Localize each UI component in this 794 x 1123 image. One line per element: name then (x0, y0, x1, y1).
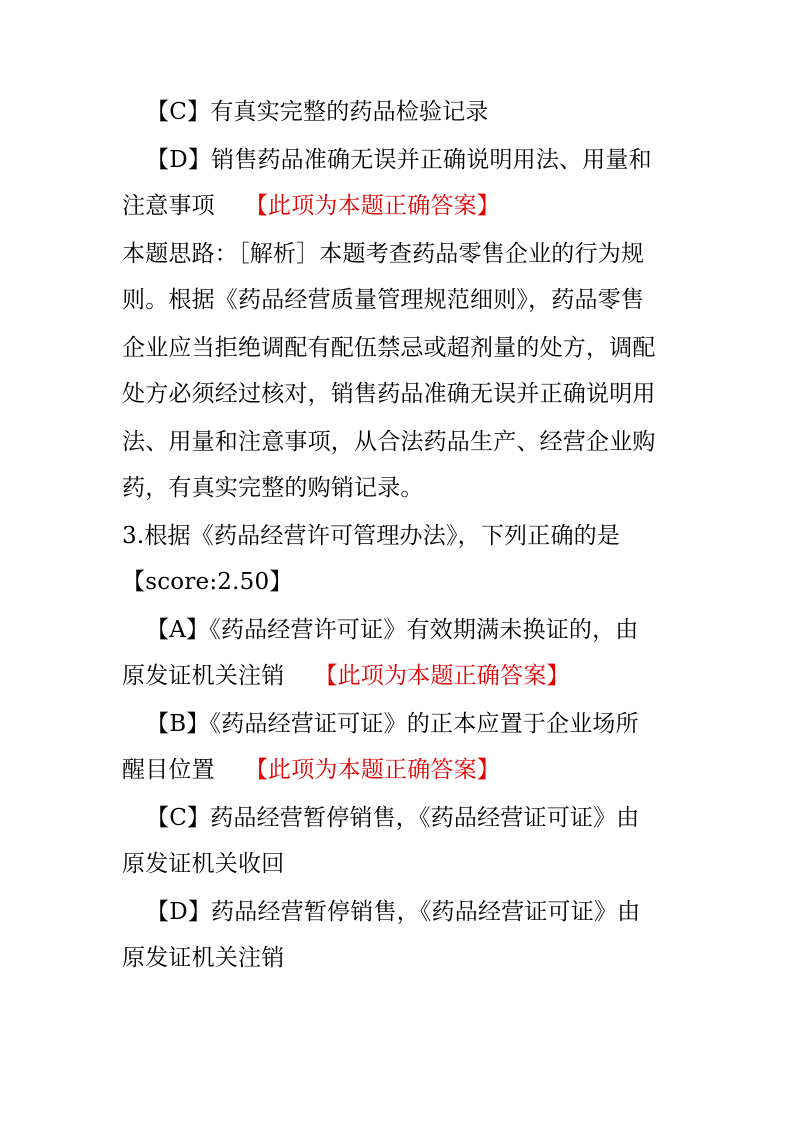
correct-answer-tag: 【此项为本题正确答案】 (244, 193, 501, 219)
q3-option-b-text-line1: 【B】《药品经营证可证》的正本应置于企业场所 (146, 711, 639, 737)
q2-explanation-line (122, 276, 682, 324)
q2-option-d-text-line2: 注意事项 (122, 193, 215, 219)
q2-option-d-text-line1: 【D】销售药品准确无误并正确说明用法、用量和 (146, 147, 652, 173)
explanation-text-line1: 本题思路：［解析］本题考查药品零售企业的行为规 (122, 241, 645, 267)
explanation-text-line2: 则。根据《药品经营质量管理规范细则》，药品零售 (122, 287, 645, 313)
q2-explanation-line (122, 230, 682, 278)
q2-option-c-text: 【C】有真实完整的药品检验记录 (146, 99, 489, 125)
q3-option-a (146, 606, 706, 654)
explanation-text-line3: 企业应当拒绝调配有配伍禁忌或超剂量的处方，调配 (122, 335, 656, 361)
q2-option-c (146, 88, 706, 136)
question-3-stem (122, 512, 682, 560)
q3-option-c (146, 794, 706, 842)
q2-option-d (146, 136, 706, 184)
q2-explanation-line (122, 418, 682, 466)
q2-explanation-line (122, 370, 682, 418)
q2-explanation-line (122, 464, 682, 512)
correct-answer-tag: 【此项为本题正确答案】 (244, 757, 501, 783)
q3-option-d-continuation (122, 934, 682, 982)
q2-explanation-line (122, 324, 682, 372)
q3-option-a-continuation (122, 652, 682, 700)
q3-option-c-text-line1: 【C】药品经营暂停销售，《药品经营证可证》由 (146, 805, 640, 831)
explanation-text-line4: 处方必须经过核对，销售药品准确无误并正确说明用 (122, 381, 656, 407)
q3-option-a-text-line2: 原发证机关注销 (122, 663, 285, 689)
q3-option-b-continuation (122, 746, 682, 794)
explanation-text-line6: 药，有真实完整的购销记录。 (122, 475, 424, 501)
question-3-text: 3.根据《药品经营许可管理办法》，下列正确的是 (122, 523, 621, 549)
correct-answer-tag: 【此项为本题正确答案】 (314, 663, 570, 689)
q3-option-d-text-line1: 【D】药品经营暂停销售，《药品经营证可证》由 (146, 899, 641, 925)
q3-option-c-continuation (122, 840, 682, 888)
q3-option-a-text-line1: 【A】《药品经营许可证》有效期满未换证的，由 (146, 617, 639, 643)
question-3-score (122, 558, 682, 606)
q3-option-b (146, 700, 706, 748)
q3-option-d-text-line2: 原发证机关注销 (122, 945, 285, 971)
q3-option-c-text-line2: 原发证机关收回 (122, 851, 285, 877)
q3-option-b-text-line2: 醒目位置 (122, 757, 215, 783)
explanation-text-line5: 法、用量和注意事项，从合法药品生产、经营企业购 (122, 429, 656, 455)
score-label: 【score:2.50】 (122, 569, 293, 595)
q2-option-d-continuation (122, 182, 682, 230)
q3-option-d (146, 888, 706, 936)
